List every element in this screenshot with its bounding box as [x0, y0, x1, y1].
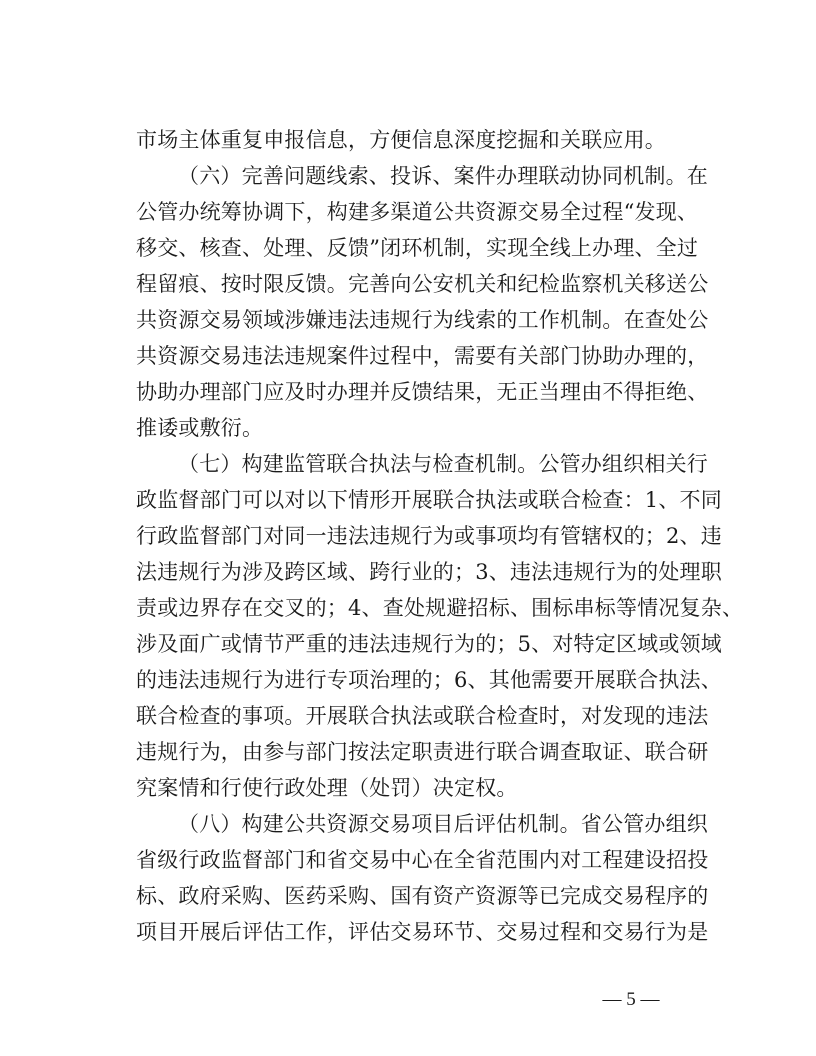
text-line: 程留痕、按时限反馈。完善向公安机关和纪检监察机关移送公	[136, 272, 709, 296]
text-line: 法违规行为涉及跨区域、跨行业的；3、违法违规行为的处理职	[136, 560, 722, 584]
text-line: 的违法违规行为进行专项治理的；6、其他需要开展联合执法、	[136, 668, 722, 692]
text-line: 违规行为，由参与部门按法定职责进行联合调查取证、联合研	[136, 740, 709, 764]
text-line: 共资源交易领域涉嫌违法违规行为线索的工作机制。在查处公	[136, 308, 709, 332]
text-line: 共资源交易违法违规案件过程中，需要有关部门协助办理的，	[136, 344, 709, 368]
page-number: — 5 —	[602, 989, 660, 1010]
text-line: 涉及面广或情节严重的违法违规行为的；5、对特定区域或领域	[136, 632, 722, 656]
text-line: 协助办理部门应及时办理并反馈结果，无正当理由不得拒绝、	[136, 380, 709, 404]
text-line: 标、政府采购、医药采购、国有资产资源等已完成交易程序的	[136, 884, 709, 908]
section-8-heading-line: （八）构建公共资源交易项目后评估机制。省公管办组织	[178, 812, 708, 836]
text-line: 项目开展后评估工作，评估交易环节、交易过程和交易行为是	[136, 920, 709, 944]
text-line: 究案情和行使行政处理（处罚）决定权。	[136, 776, 518, 800]
text-line: 责或边界存在交叉的；4、查处规避招标、围标串标等情况复杂、	[136, 596, 744, 620]
text-line: 公管办统筹协调下，构建多渠道公共资源交易全过程“发现、	[136, 200, 699, 224]
text-line: 联合检查的事项。开展联合执法或联合检查时，对发现的违法	[136, 704, 709, 728]
section-6-heading-line: （六）完善问题线索、投诉、案件办理联动协同机制。在	[178, 164, 708, 188]
text-line: 市场主体重复申报信息，方便信息深度挖掘和关联应用。	[136, 128, 666, 152]
section-7-heading-line: （七）构建监管联合执法与检查机制。公管办组织相关行	[178, 452, 708, 476]
text-line: 推诿或敷衍。	[136, 416, 264, 440]
text-line: 行政监督部门对同一违法违规行为或事项均有管辖权的；2、违	[136, 524, 722, 548]
text-line: 移交、核查、处理、反馈”闭环机制，实现全线上办理、全过	[136, 236, 699, 260]
text-line: 政监督部门可以对以下情形开展联合执法或联合检查：1、不同	[136, 488, 722, 512]
text-line: 省级行政监督部门和省交易中心在全省范围内对工程建设招投	[136, 848, 709, 872]
